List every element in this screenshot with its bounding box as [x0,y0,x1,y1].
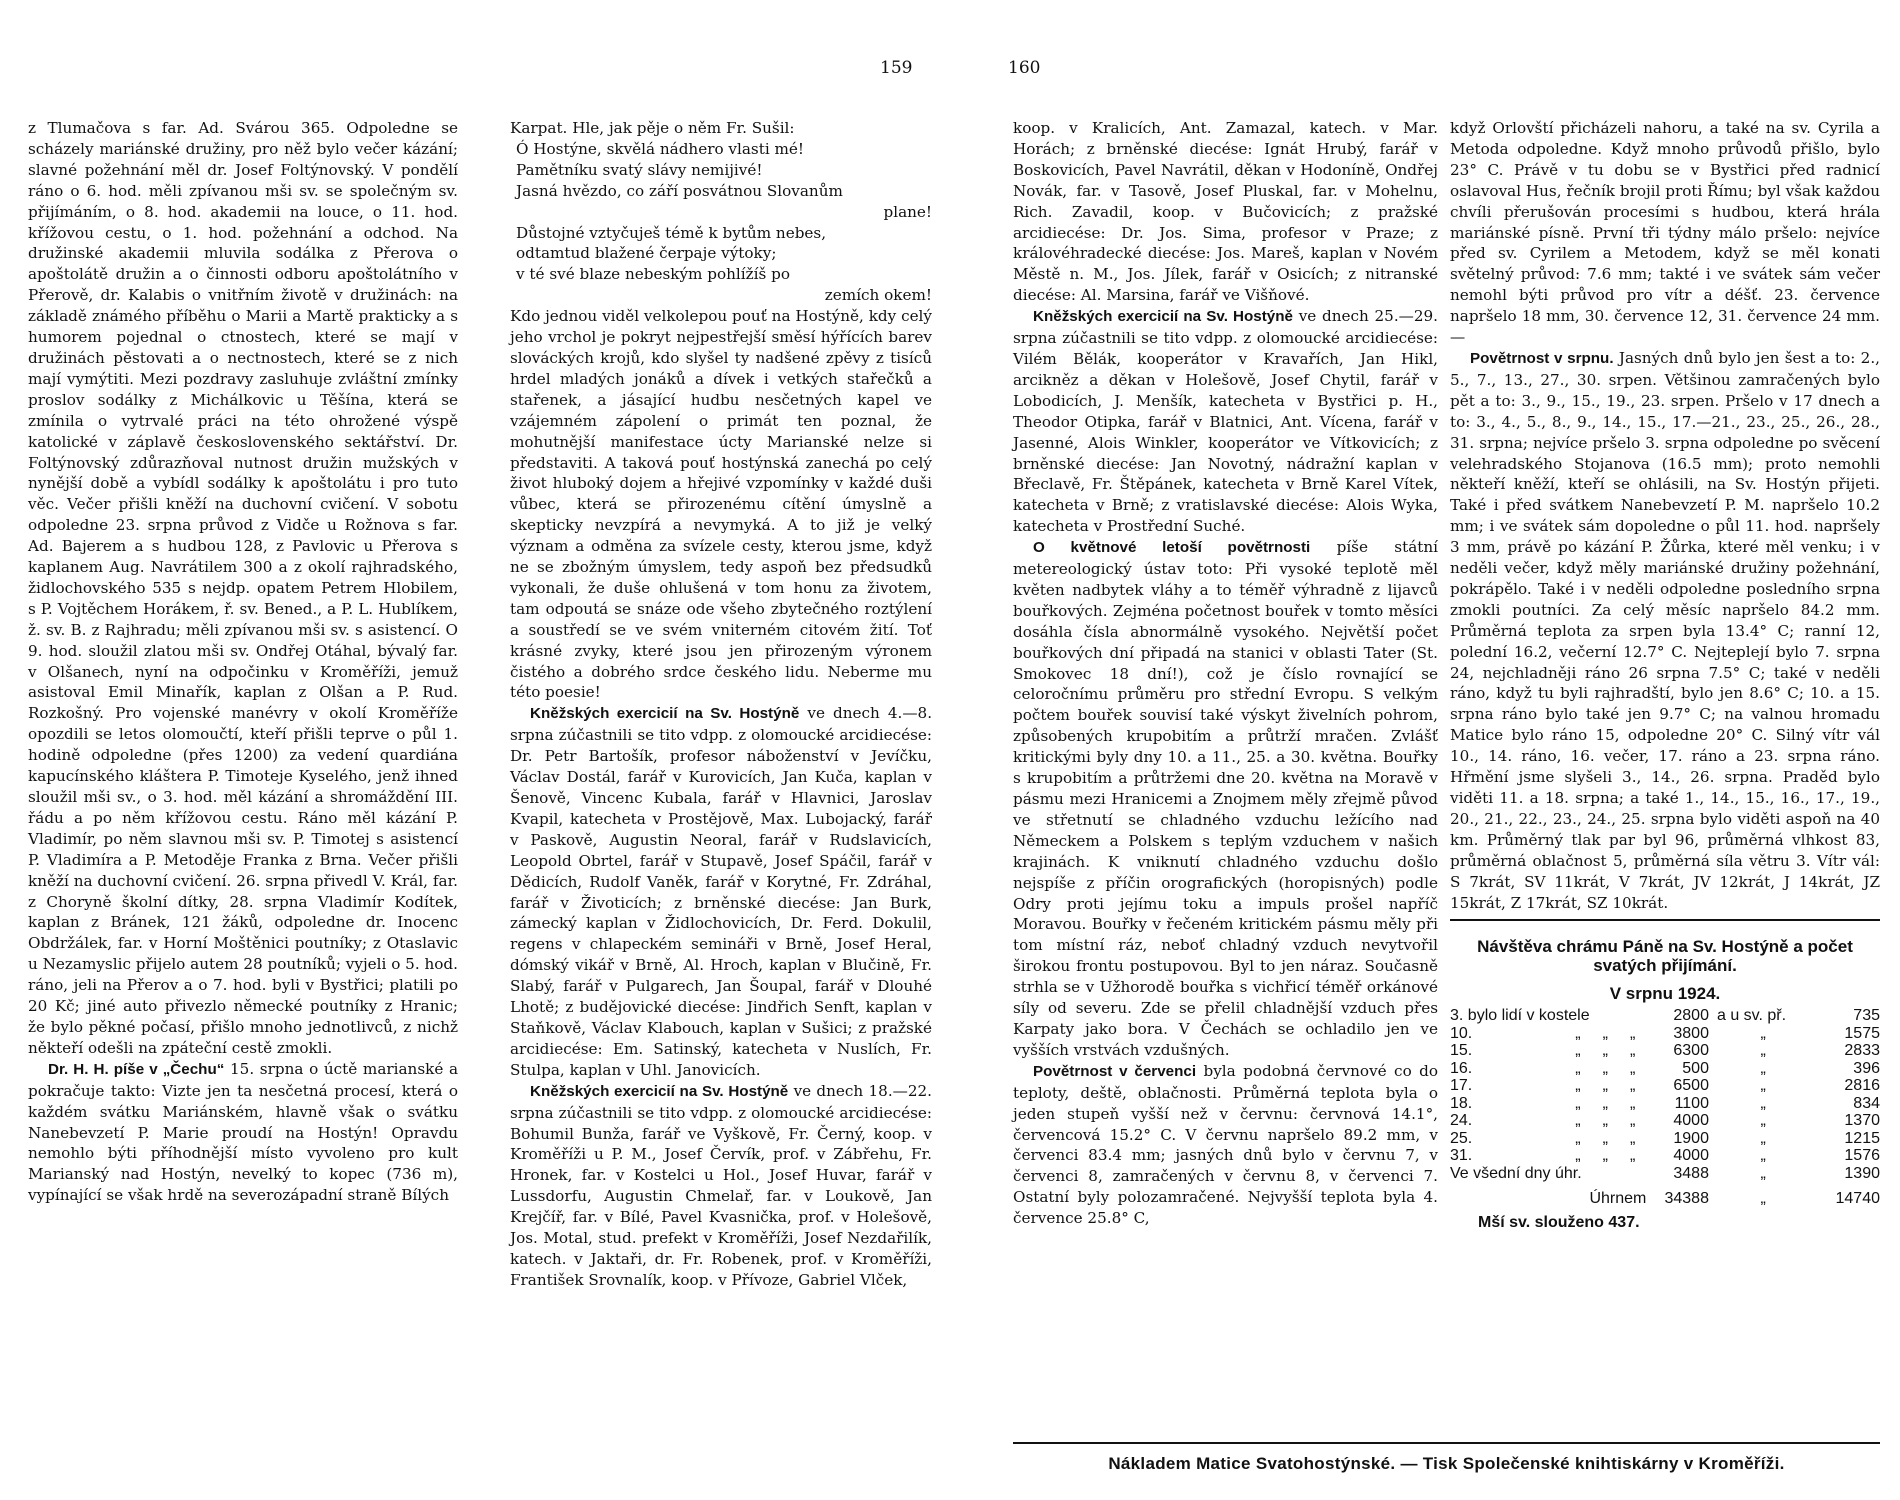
footer-imprint: Nákladem Matice Svatohostýnské. — Tisk Společenské knihtiskárny v Kroměříži. [1013,1442,1880,1474]
ditto-mark: „ [1630,1024,1636,1042]
communion-count: 2816 [1844,1077,1880,1095]
row-label: Ve všední dny úhr. [1450,1164,1582,1182]
ditto-mark: „ [1760,1129,1766,1147]
people-count: 6500 [1673,1077,1709,1095]
divider [1450,919,1880,921]
table-row [1450,1077,1880,1095]
row-day: 24. [1450,1112,1473,1130]
poem-line: Ó Hostýne, skvělá nádhero vlasti mé! [516,139,804,158]
paragraph [1013,537,1438,1061]
paragraph [1013,1061,1438,1229]
table-total-row [1450,1182,1880,1208]
masses-note: Mší sv. slouženo 437. [1478,1213,1640,1231]
communion-count: 1576 [1844,1147,1880,1165]
paragraph [1013,306,1438,537]
ditto-mark: „ [1575,1129,1581,1147]
ditto-mark: „ [1602,1059,1608,1077]
row-mid-label: a u sv. př. [1716,1007,1787,1025]
poem-line: Důstojné vztyčuješ témě k bytům nebes, [516,223,827,242]
row-day: 15. [1450,1042,1473,1060]
table-row [1450,1112,1880,1130]
people-count: 4000 [1673,1112,1709,1130]
page-number-right: 160 [1008,58,1041,78]
page-number-left: 159 [880,58,913,78]
paragraph-text: 15. srpna o úctě marianské a pokračuje takto: Vizte jen ta nesčetná procesí, která o každém svátku Mariánském, hlavně však o svátku Nanebevzetí P. Marie proudí na Hostýn! Opravdu nemohlo býti příhodnější místo vyvoleno pro kult Marianský nad Hostýn, nevelký to kopec (736 m), vypínající se však hrdě na severozápadní straně Bílých [28,1059,459,1205]
communion-count: 1575 [1844,1024,1880,1042]
table-row [1450,1060,1880,1078]
column-3 [1013,118,1438,1229]
table-row [1450,1025,1880,1043]
people-count: 3800 [1673,1024,1709,1042]
section-heading: Kněžských exercicií na Sv. Hostýně [1033,308,1293,326]
ditto-mark: „ [1760,1094,1766,1112]
table-subtitle: V srpnu 1924. [1609,984,1721,1004]
paragraph: Karpat. Hle, jak pěje o něm Fr. Sušil: [510,119,795,137]
poem-line: v té své blaze nebeským pohlížíš po [516,265,790,284]
people-count: 1100 [1674,1094,1709,1112]
paragraph-text: Jasných dnů bylo jen šest a to: 2., 5., 7., 13., 27., 30. srpen. Většinou zamračených bylo pět a to: 3., 9., 15., 19., 23. srpen. Pršelo v 17 dnech a to: 3., 4., 5., 8., 9., 14., 15., 17.—21., 23., 25., 26., 28., 31. srpna; nejvíce pršelo 3. srpna odpoledne po svěcení velehradského Stojanova (16.5 mm); proto nemohli někteří kněží, kteří se ohlásili, na Sv. Hostýn přijeti. Také i před svátkem Nanebevzetí P. M. napršelo 10.2 mm; i ve svátek sám dopoledne o půl 11. hod. napršely 3 mm, právě po kázání P. Žůrka, které měl venku; i v neděli večer, když měly mariánské družiny požehnání, pokrápělo. Také i v neděli odpoledne posledního srpna zmokli poutníci. Za celý měsíc napršelo 84.2 mm. Průměrná teplota za srpen byla 13.4° C; ranní 12, polední 16.2, večerní 12.7° C. Nejteplejí bylo 7. srpna 24, nejchladněji ráno 26 srpna 7.5° C; také v neděli ráno, když tu byli rajhradští, bylo jen 8.6° C; 10. a 15. srpna ráno bylo také jen 9.7° C; na valnou hromadu Matice bylo ráno 15, odpoledne 20° C. Silný vítr vál 10., 14. ráno, 16. večer, 17. ráno a 23. srpna ráno. Hřmění jsme slyšeli 3., 14., 26. srpna. Praděd bylo viděti 11. a 18. srpna; a také 1., 14., 15., 16., 17., 19., 20., 21., 22., 23., 24., 25. srpna bylo viděti aspoň na 40 km. Průměrný tlak par byl 96, průměrná vlhkost 83, průměrná oblačnost 5, průměrná síla větru 3. Vítr vál: S 7krát, SV 11krát, V 7krát, JV 12krát, J 14krát, JZ 15krát, Z 17krát, SZ 10krát. [1450,348,1880,912]
ditto-mark: „ [1630,1129,1636,1147]
communion-count: 834 [1853,1094,1880,1112]
row-day: 10. [1450,1024,1473,1042]
poem-line: Jasná hvězdo, co září posvátnou Slovanům [516,181,843,200]
people-count: 3488 [1673,1164,1709,1182]
row-day: 17. [1450,1077,1473,1095]
paragraph-text: ve dnech 4.—8. srpna zúčastnili se tito vdpp. z olomoucké arcidiecése: Dr. Petr Bartošík, profesor náboženství v Jevíčku, Václav Dostál, farář v Kurovicích, Jan Kuča, kaplan v Šenově, Vincenc Kubala, farář v Hlavnici, Jaroslav Kvapil, katecheta v Prostějově, Max. Lubojacký, farář v Paskově, Augustin Neoral, farář v Rudslavicích, Leopold Obrtel, farář v Stupavě, Josef Spáčil, farář v Dědicích, Rudolf Vaněk, farář v Korytné, Fr. Zdráhal, farář v Životicích; z brněnské diecése: Jan Burk, zámecký kaplan v Židlochovicích, Dr. Ferd. Dokulil, regens v chlapeckém semináři v Brně, Josef Heral, dómský vikář v Brně, Al. Hroch, kaplan v Blučině, Fr. Slabý, farář v Pulgarech, Jan Šoupal, farář v Dlouhé Lhotě; z budějovické diecése: Jindřich Senft, kaplan v Staňkově, Václav Klabouch, kaplan v Sušici; z pražské arcidiecése: Em. Satinský, katecheta v Nuslích, Fr. Stulpa, kaplan v Uhl. Janovicích. [510,704,933,1079]
ditto-mark: „ [1630,1094,1636,1112]
column-1 [28,118,458,1206]
ditto-mark: „ [1630,1042,1636,1060]
ditto-mark: „ [1602,1077,1608,1095]
table-row [1450,1042,1880,1060]
people-count: 1900 [1673,1129,1709,1147]
poem [510,139,932,306]
paragraph-text: byla podobná červnové co do teploty, deště, oblačnosti. Průměrná teplota byla o jeden stupeň vyšší než v červnu: červnová 14.1°, červencová 15.2° C. V červnu napršelo 89.2 mm, v červenci 83.4 mm; jasných dnů bylo v červnu 7, v červenci 8, zamračených v červnu 8, v červenci 7. Ostatní byly polozamračené. Nejvyšší teplota byla 4. července 25.8° C, [1013,1061,1438,1228]
ditto-mark: „ [1630,1147,1636,1165]
ditto-mark: „ [1602,1129,1608,1147]
people-count: 2800 [1673,1007,1709,1025]
table-row [1450,1147,1880,1165]
paragraph [28,1059,458,1206]
paragraph: z Tlumačova s far. Ad. Svárou 365. Odpoledne se scházely mariánské družiny, pro něž bylo večer kázání; slavné požehnání měl dr. Josef Foltýnovský. V pondělí ráno o 6. hod. měli zpívanou mši sv. se společným sv. přijímáním, o 8. hod. akademii na louce, o 11. hod. křížovou cestu, o 1. hod. požehnání a odchod. Na družinské akademii mluvila sodálka z Přerova o apoštolátě družin a o činnosti odboru apoštolátního v Přerově, dr. Kalabis o vnitřním životě v družinách: na základě známého příběhu o Marii a Martě prakticky a s humorem pojednal o ctnostech, které se mají v družinách pěstovati a o nectnostech, které se z nich mají vymýtiti. Mezi pozdravy zasluhuje zvláštní zmínky proslov sodálky z Michálkovic u Těšína, která se zmínila o vytrvalé práci na této ohrožené výspě katolické v záplavě československého sektářství. Dr. Foltýnovský zdůrazňoval nutnost družin mužských v nynější době a vybídl sodálky k apoštolátu i pro tuto věc. Večer přišli kněží na duchovní cvičení. V sobotu odpoledne 23. srpna průvod z Vidče u Rožnova s far. Ad. Bajerem a s hudbou 128, z Pavlovic u Přerova s kaplanem Aug. Navrátilem 300 a z okolí rajhradského, židlochovského 535 s nejdp. opatem Petrem Hlobilem, s P. Vojtěchem Horákem, ř. sv. Bened., a P. L. Hublíkem, ž. sv. B. z Rajhradu; měli zpívanou mši sv. s asistencí. O 9. hod. sloužil zlatou mši sv. Ondřej Otáhal, bývalý far. v Olšanech, nyní na odpočinku v Kroměříži, jemuž asistoval Emil Minařík, kaplan z Olšan a P. Rud. Rozkošný. Pro vojenské manévry v okolí Kroměříže opozdili se letos olomoučtí, kteří přišli teprve o půl 1. hodině odpoledne (přes 1200) za vedení quardiána kapucínského kláštera P. Timoteje Kyselého, jenž ihned sloužil mši sv., o 3. hod. měl kázání a shromáždění III. řádu a po něm křížovou cestu. Ráno měl kázání P. Vladimír, po něm slavnou mši sv. P. Timotej s asistencí P. Vladimíra a P. Metoděje Franka z Brna. Večer přišli kněží na duchovní cvičení. 26. srpna přivedl V. Král, far. z Choryně školní dítky, 28. srpna Vladimír Kodítek, kaplan z Bránek, 121 žáků, odpoledne dr. Inocenc Obdržálek, far. v Horní Moštěnici poutníky; z Otaslavic u Nezamyslic přijelo autem 28 poutníků; vyjeli o 5. hod. ráno, jeli na Přerov a o 7. hod. byli v Bystřici; platili po 20 Kč; jiné auto přivezlo německé poutníky z Hranic; že bylo pěkné počasí, přišlo mnoho jednotlivců, z nichž někteří odešli na zpáteční cestě zmokli. [28,119,458,1057]
ditto-mark: „ [1602,1094,1608,1112]
paragraph [1450,348,1880,913]
ditto-mark: „ [1602,1024,1608,1042]
row-day: 16. [1450,1059,1473,1077]
ditto-mark: „ [1760,1059,1766,1077]
table-row [1450,1130,1880,1148]
ditto-mark: „ [1575,1077,1581,1095]
ditto-mark: „ [1760,1147,1766,1165]
communion-count: 14740 [1835,1190,1880,1208]
ditto-mark: „ [1630,1077,1636,1095]
people-count: 6300 [1673,1042,1709,1060]
communion-count: 1370 [1844,1112,1880,1130]
table-row [1450,1007,1880,1025]
total-label: Úhrnem [1589,1190,1647,1208]
section-heading: Povětrnost v červenci [1033,1062,1197,1080]
ditto-mark: „ [1602,1112,1608,1130]
people-count: 500 [1682,1059,1709,1077]
table-row [1450,1095,1880,1113]
section-heading: Dr. H. H. píše v „Čechu“ [48,1060,225,1078]
attendance-table [1450,937,1880,1232]
communion-count: 735 [1853,1007,1880,1025]
paragraph-text: ve dnech 25.—29. srpna zúčastnili se tito vdpp. z olomoucké arcidiecése: Vilém Bělák, kooperátor v Kravařích, Jan Hikl, arcikněz a děkan v Holešově, Josef Chytil, farář v Lobodicích, J. Menšík, katecheta v Bystřici p. H., Theodor Otipka, farář v Blatnici, Ant. Vícena, farář v Jasenné, Alois Winkler, kooperátor ve Vítkovicích; z brněnské diecése: Jan Novotný, nádražní kaplan v Břeclavě, Fr. Štěpánek, katecheta v Brně Karel Vítek, katecheta v Brně; z vratislavské diecése: Alois Wyka, katecheta v Prostřední Suché. [1013,307,1439,536]
paragraph [510,1081,932,1291]
ditto-mark: „ [1630,1112,1636,1130]
section-heading: O květnové letoší povětrnosti [1033,539,1311,557]
ditto-mark: „ [1575,1094,1581,1112]
table-row [1450,1165,1880,1183]
row-day: 25. [1450,1129,1473,1147]
column-4 [1450,118,1880,1232]
ditto-mark: „ [1602,1042,1608,1060]
poem-line: zemích okem! [824,286,932,305]
ditto-mark: „ [1760,1164,1766,1182]
ditto-mark: „ [1602,1147,1608,1165]
paragraph-text: ve dnech 18.—22. srpna zúčastnili se tito vdpp. z olomoucké arcidiecése: Bohumil Bunža, farář ve Vyškově, Fr. Černý, koop. v Kroměříži u P. M., Josef Červík, prof. v Zábřehu, Fr. Hronek, far. v Kostelci u Hol., Josef Huvar, farář v Lussdorfu, Augustin Chmelař, far. v Loukově, Jan Krejčíř, far. v Bílé, Pavel Kvasnička, prof. v Holešově, Jos. Motal, stud. prefekt v Kroměříži, Josef Nezdařilík, katech. v Jaktaři, dr. Fr. Robenek, prof. v Kroměříži, František Srovnalík, koop. v Přívoze, Gabriel Vlček, [510,1081,933,1289]
row-day: 31. [1450,1147,1473,1165]
people-count: 34388 [1664,1190,1709,1208]
ditto-mark: „ [1575,1024,1581,1042]
paragraph [510,703,932,1080]
ditto-mark: „ [1575,1042,1581,1060]
row-day: 18. [1450,1094,1473,1112]
communion-count: 1390 [1844,1164,1880,1182]
communion-count: 2833 [1844,1042,1880,1060]
ditto-mark: „ [1630,1059,1636,1077]
table-title: Návštěva chrámu Páně na Sv. Hostýně a počet svatých přijímání. [1477,937,1853,976]
ditto-mark: „ [1575,1112,1581,1130]
ditto-mark: „ [1760,1077,1766,1095]
section-heading: Kněžských exercicií na Sv. Hostýně [530,705,800,723]
ditto-mark: „ [1575,1147,1581,1165]
paragraph: když Orlovští přicházeli nahoru, a také na sv. Cyrila a Metoda odpoledne. Když mnoho průvodů přišlo, bylo 23° C. Právě v tu dobu se v Bystřici před radnicí oslavoval Hus, řečník brojil proti Římu; byl však každou chvíli přerušován procesími s hudbou, která hrála mariánské písně. První tři týdny málo pršelo: nejvíce před sv. Cyrilem a Metodem, když se měl konati světelný průvod: 7.6 mm; takté i ve svátek sám večer nemohl býti průvod pro vítr a déšť. 23. července napršelo 18 mm, 30. července 12, 31. července 24 mm. — [1450,119,1880,347]
paragraph: koop. v Kralicích, Ant. Zamazal, katech. v Mar. Horách; z brněnské diecése: Ignát Hrubý, farář v Boskovicích, Pavel Navrátil, děkan v Hodoníně, Ondřej Novák, far. v Tasově, Josef Pluskal, far. v Mohelnu, Rich. Zavadil, koop. v Bučovicích; z pražské arcidiecése: Dr. Jos. Sima, profesor v Praze; z královéhradecké diecése: Jos. Mareš, kaplan v Novém Městě n. M., Jos. Jílek, farář v Osicích; z nitranské diecése: Al. Marsina, farář ve Višňové. [1013,119,1438,305]
attendance-grid [1450,1007,1880,1208]
section-heading: Kněžských exercicií na Sv. Hostýně [530,1082,789,1100]
people-count: 4000 [1673,1147,1709,1165]
ditto-mark: „ [1575,1059,1581,1077]
row-label: 3. bylo lidí v kostele [1450,1007,1590,1025]
communion-count: 1215 [1844,1129,1880,1147]
column-2 [510,118,932,1291]
ditto-mark: „ [1760,1112,1766,1130]
communion-count: 396 [1853,1059,1880,1077]
paragraph-text: píše státní metereologický ústav toto: Při vysoké teplotě měl květen nadbytek vláhy a to téměř výhradně z lijavců bouřkových. Zejména početnost bouřek v tomto měsíci dosáhla čísla abnormálně vysokého. Největší počet bouřkových dní připadá na stanici v oblasti Tater (St. Smokovec 18 dní!), což je číslo rovnající se celoročnímu průměru pro střední Evropu. S velkým počtem bouřek souvisí také výskyt živelních pohrom, způsobených krupobitím a průtrží mračen. Zvlášť kritickými byly dny 10. a 11., 25. a 30. května. Bouřky s krupobitím a průtržemi dne 20. května na Moravě v pásmu mezi Hranicemi a Znojmem měly zřejmě původ ve střetnutí se chladného vzduchu ležícího nad Německem a Polskem s teplým vzduchem v našich krajinách. K vniknutí chladného vzduchu došlo nejspíše z příčin orografických (horopisných) podle Odry proti jejímu toku a impuls prošel napříč Moravou. Bouřky v řečeném kritickém pásmu měly při tom místní ráz, neboť chladný vzduch nevytvořil širokou frontu postupovou. Byl to jen náraz. Současně strhla se v Užhorodě bouřka s vichřicí téměř orkánové síly od severu. Zde se přelil chladnější vzduch přes Karpaty jako bora. V Čechách se ochladilo jen ve vyšších vrstvách vzdušných. [1013,538,1438,1059]
poem-line: plane! [883,202,932,221]
ditto-mark: „ [1760,1042,1766,1060]
poem-line: Pamětníku svatý slávy nemijivé! [516,160,763,179]
section-heading: Povětrnost v srpnu. [1470,349,1614,367]
ditto-mark: „ [1760,1024,1766,1042]
paragraph: Kdo jednou viděl velkolepou pouť na Hostýně, kdy celý jeho vrchol je pokryt nejpestřejší směsí hýřících barev slováckých krojů, kdo slyšel ty nadšené zpěvy z tisíců hrdel mladých jonáků a dívek i vetkých stařečků a stařenek, a jásající hudbu nesčetných kapel ve vzájemném zápolení o primát ten poznal, že mohutnější manifestace úcty Marianské nelze si představiti. A taková pouť hostýnská zanechá po celý život hluboký dojem a hřejivé vzpomínky v každé duši vůbec, která se přirozenému cítění úmyslně a skepticky nevzpírá a nevymyká. A to již je velký význam a odměna za svízele cesty, kterou jsme, když ne se zbožným úmyslem, tedy aspoň bez předsudků vykonali, že duše ohlušená v tom honu za životem, tam odpoutá se snáze ode všeho zbytečného roztýlení a soustředí se ve svém vniterném citovém žití. Toť krásné zvyky, které jsou jen přirozeným výronem čistého a dobrého srdce českého lidu. Neberme mu této poesie! [510,307,932,702]
poem-line: odtamtud blažené čerpaje výtoky; [516,244,777,263]
ditto-mark: „ [1760,1190,1766,1208]
